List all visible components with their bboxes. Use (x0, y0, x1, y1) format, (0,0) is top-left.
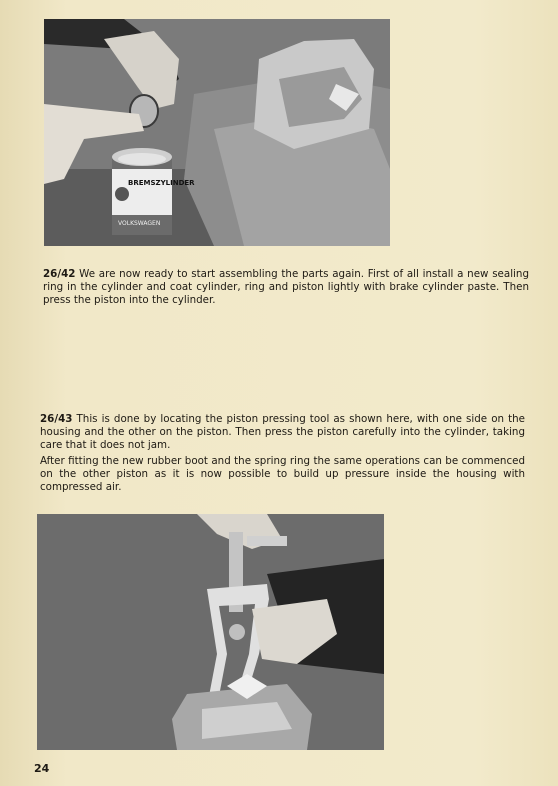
can-label: BREMSZYLINDER (128, 179, 195, 187)
can-brand: VOLKSWAGEN (118, 220, 161, 227)
photo-top-illustration (44, 19, 390, 246)
figure-number: 26/43 (40, 413, 73, 425)
figure-number: 26/42 (43, 268, 76, 280)
caption-text: This is done by locating the piston pressing tool as shown here, with one side on the housing and the other on the piston. Then press the piston carefully into the cylinder, taking care that it does not jam. (40, 413, 525, 451)
instruction-paragraph: After fitting the new rubber boot and the spring ring the same operations can be commenced on the other piston as it is now possible to build up pressure inside the housing with compressed air. (40, 455, 525, 493)
caption-text: We are now ready to start assembling the parts again. First of all install a new sealing ring in the cylinder and coat cylinder, ring and piston lightly with brake cylinder paste. Then press the piston into the cylinder. (43, 268, 529, 306)
photo-piston-pressing-tool (37, 514, 384, 750)
page-number: 24 (34, 762, 50, 775)
caption-26-43 (40, 413, 525, 452)
photo-bottom-illustration (37, 514, 384, 750)
caption-26-42 (43, 268, 529, 307)
photo-assembly-piston (44, 19, 390, 246)
